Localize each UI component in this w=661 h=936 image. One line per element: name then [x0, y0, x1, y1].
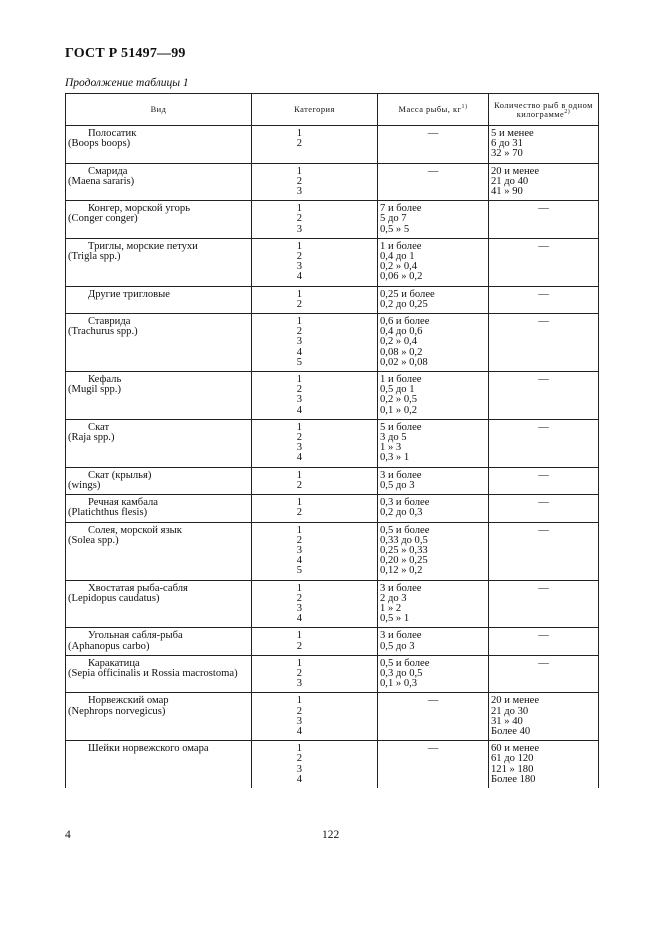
species-name-ru: Скат [88, 421, 110, 433]
count-value: Более 180 [491, 773, 536, 785]
empty-dash: — [538, 374, 549, 386]
mass-value: 0,12 » 0,2 [380, 565, 423, 577]
category-value: 3 [296, 394, 302, 406]
mass-value: 0,1 » 0,3 [380, 678, 418, 690]
mass-value: 5 и более [380, 421, 422, 433]
table-continuation-caption: Продолжение таблицы 1 [65, 77, 189, 89]
mass-cell [378, 163, 489, 201]
table-row [66, 419, 599, 467]
empty-dash: — [538, 582, 549, 594]
category-value: 5 [296, 565, 302, 577]
mass-value: 0,4 до 0,6 [380, 326, 423, 338]
category-value: 1 [296, 165, 302, 177]
page-number-center: 122 [322, 829, 340, 841]
mass-value: 0,1 » 0,2 [380, 404, 418, 416]
category-cell [252, 467, 378, 494]
category-value: 3 [296, 763, 302, 775]
mass-cell [378, 741, 489, 789]
mass-footnote-mark: 1) [461, 104, 468, 111]
mass-value: 0,4 до 1 [380, 251, 415, 263]
table-row [66, 286, 599, 313]
column-header-type: Вид [66, 94, 252, 126]
empty-dash: — [427, 128, 439, 139]
category-value: 4 [296, 773, 302, 785]
category-cell [252, 238, 378, 286]
empty-dash: — [538, 657, 549, 669]
category-value: 4 [296, 555, 302, 567]
mass-value: 0,2 » 0,4 [380, 261, 418, 273]
mass-cell [378, 522, 489, 580]
species-name-cell [66, 522, 252, 580]
mass-cell [378, 580, 489, 628]
mass-cell [378, 286, 489, 313]
mass-value: 0,5 до 3 [380, 479, 415, 491]
category-value: 1 [296, 582, 302, 594]
category-cell [252, 201, 378, 239]
category-value: 2 [296, 507, 302, 519]
category-value: 2 [296, 479, 302, 491]
category-value: 3 [296, 678, 302, 690]
mass-value: 1 и более [380, 240, 422, 252]
table-body [66, 126, 599, 789]
mass-value: 1 и более [380, 374, 422, 386]
species-name-ru: Ставрида [88, 316, 131, 328]
species-name-ru: Триглы, морские петухи [88, 240, 198, 252]
table-row [66, 580, 599, 628]
category-value: 3 [296, 336, 302, 348]
category-cell [252, 522, 378, 580]
species-name-cell [66, 238, 252, 286]
category-value: 1 [296, 128, 302, 139]
count-cell [489, 655, 599, 693]
species-name-latin: (Conger conger) [68, 213, 138, 225]
count-value: 61 до 120 [491, 753, 534, 765]
count-value: 31 » 40 [491, 715, 523, 727]
empty-dash: — [538, 288, 549, 300]
species-name-ru: Каракатица [88, 657, 140, 669]
mass-value: 2 до 3 [380, 592, 407, 604]
species-name-latin: (Lepidopus caudatus) [68, 592, 160, 604]
mass-value: 0,6 и более [380, 316, 430, 328]
count-cell [489, 163, 599, 201]
count-value: 32 » 70 [491, 148, 523, 160]
species-name-ru: Солея, морской язык [88, 524, 182, 536]
category-cell [252, 580, 378, 628]
count-cell [489, 741, 599, 789]
mass-value: 0,5 и более [380, 657, 430, 669]
column-header-count: Количество рыб в одном килограмме$^{2)}$ [489, 94, 599, 126]
mass-cell [378, 238, 489, 286]
category-value: 1 [296, 421, 302, 433]
count-cell [489, 495, 599, 522]
count-value: Более 40 [491, 725, 531, 737]
species-name-latin: (Aphanopus carbo) [68, 640, 150, 652]
category-cell [252, 372, 378, 420]
category-value: 1 [296, 374, 302, 386]
mass-value: 0,2 » 0,5 [380, 394, 418, 406]
count-cell [489, 419, 599, 467]
category-value: 2 [296, 592, 302, 604]
species-name-latin: (Mugil spp.) [68, 384, 121, 396]
empty-dash: — [427, 743, 439, 755]
category-value: 1 [296, 497, 302, 509]
mass-cell [378, 314, 489, 372]
category-cell [252, 126, 378, 164]
category-value: 4 [296, 452, 302, 464]
table-row [66, 467, 599, 494]
count-value: 20 и менее [491, 165, 540, 177]
species-name-latin: (Nephrops norvegicus) [68, 705, 166, 717]
category-cell [252, 655, 378, 693]
species-name-cell [66, 314, 252, 372]
mass-cell [378, 126, 489, 164]
empty-dash: — [538, 469, 549, 481]
category-value: 2 [296, 138, 302, 150]
species-name-ru: Полосатик [88, 128, 137, 139]
category-value: 1 [296, 695, 302, 707]
page-number-left: 4 [65, 829, 71, 841]
count-cell [489, 314, 599, 372]
mass-value: 0,5 » 1 [380, 613, 410, 625]
mass-value: 0,08 » 0,2 [380, 346, 423, 358]
count-cell [489, 522, 599, 580]
category-cell [252, 693, 378, 741]
mass-value: 0,20 » 0,25 [380, 555, 428, 567]
species-name-ru: Речная камбала [88, 497, 158, 509]
category-value: 1 [296, 240, 302, 252]
count-cell [489, 238, 599, 286]
species-name-ru: Скат (крылья) [88, 469, 152, 481]
mass-value: 0,2 » 0,4 [380, 336, 418, 348]
category-value: 2 [296, 213, 302, 225]
species-name-latin: (Sepia officinalis и Rossia macrostoma) [68, 667, 238, 679]
empty-dash: — [538, 203, 549, 215]
count-footnote-mark: 2) [564, 108, 571, 115]
empty-dash: — [538, 630, 549, 642]
species-name-cell [66, 286, 252, 313]
species-name-ru: Смарида [88, 165, 128, 177]
category-value: 4 [296, 725, 302, 737]
empty-dash: — [538, 240, 549, 252]
category-value: 4 [296, 404, 302, 416]
count-value: 60 и менее [491, 743, 540, 755]
table-header-row [66, 94, 599, 126]
mass-value: 3 и более [380, 582, 422, 594]
count-value: 6 до 31 [491, 138, 523, 150]
category-value: 2 [296, 432, 302, 444]
table-row [66, 238, 599, 286]
mass-value: 0,3 до 0,5 [380, 667, 423, 679]
category-value: 2 [296, 640, 302, 652]
category-value: 2 [296, 705, 302, 717]
count-cell [489, 286, 599, 313]
category-value: 3 [296, 261, 302, 273]
category-value: 2 [296, 384, 302, 396]
mass-value: 0,3 » 1 [380, 452, 410, 464]
category-value: 1 [296, 469, 302, 481]
category-value: 2 [296, 251, 302, 263]
species-name-latin: (Platichthus flesis) [68, 507, 148, 519]
species-name-latin: (Trigla spp.) [68, 251, 121, 263]
mass-value: 0,02 » 0,08 [380, 356, 428, 368]
mass-value: 1 » 3 [380, 442, 402, 454]
species-name-cell [66, 163, 252, 201]
category-value: 3 [296, 544, 302, 556]
count-value: 5 и менее [491, 128, 534, 139]
category-value: 4 [296, 346, 302, 358]
species-name-cell [66, 126, 252, 164]
category-value: 3 [296, 223, 302, 235]
count-cell [489, 126, 599, 164]
table-row [66, 628, 599, 655]
category-value: 1 [296, 203, 302, 215]
category-value: 4 [296, 613, 302, 625]
mass-value: 1 » 2 [380, 602, 402, 614]
mass-cell [378, 693, 489, 741]
empty-dash: — [538, 524, 549, 536]
mass-value: 0,5 до 3 [380, 640, 415, 652]
mass-value: 0,25 » 0,33 [380, 544, 428, 556]
species-name-cell [66, 628, 252, 655]
table-row [66, 201, 599, 239]
species-name-ru: Шейки норвежского омара [88, 743, 209, 755]
mass-cell [378, 372, 489, 420]
category-value: 2 [296, 534, 302, 546]
table-row [66, 655, 599, 693]
mass-cell [378, 655, 489, 693]
category-value: 1 [296, 630, 302, 642]
category-value: 1 [296, 743, 302, 755]
category-value: 2 [296, 298, 302, 310]
count-cell [489, 628, 599, 655]
category-value: 5 [296, 356, 302, 368]
empty-dash: — [427, 695, 439, 707]
species-name-ru: Норвежский омар [88, 695, 169, 707]
mass-value: 3 и более [380, 630, 422, 642]
empty-dash: — [538, 316, 549, 328]
mass-value: 0,25 и более [380, 288, 435, 300]
mass-cell [378, 419, 489, 467]
table-row [66, 741, 599, 789]
mass-cell [378, 628, 489, 655]
empty-dash: — [427, 165, 439, 177]
species-name-latin: (Boops boops) [68, 138, 131, 150]
mass-cell [378, 495, 489, 522]
table-row [66, 126, 599, 164]
mass-cell [378, 467, 489, 494]
mass-cell [378, 201, 489, 239]
category-value: 1 [296, 288, 302, 300]
species-name-cell [66, 580, 252, 628]
fish-category-table [65, 93, 599, 788]
mass-value: 5 до 7 [380, 213, 407, 225]
category-value: 2 [296, 667, 302, 679]
document-code: ГОСТ Р 51497—99 [65, 46, 186, 61]
mass-value: 0,5 до 1 [380, 384, 415, 396]
count-value: 121 » 180 [491, 763, 534, 775]
category-cell [252, 741, 378, 789]
mass-value: 3 до 5 [380, 432, 407, 444]
count-cell [489, 693, 599, 741]
species-name-cell [66, 467, 252, 494]
species-name-ru: Конгер, морской угорь [88, 203, 191, 215]
category-value: 2 [296, 326, 302, 338]
species-name-cell [66, 201, 252, 239]
species-name-latin: (Maena sararis) [68, 175, 135, 187]
count-value: 20 и менее [491, 695, 540, 707]
empty-dash: — [538, 497, 549, 509]
category-value: 1 [296, 524, 302, 536]
mass-value: 0,06 » 0,2 [380, 271, 423, 283]
mass-value: 0,33 до 0,5 [380, 534, 428, 546]
category-value: 2 [296, 175, 302, 187]
column-header-category: Категория [252, 94, 378, 126]
table-row [66, 522, 599, 580]
table-row [66, 495, 599, 522]
mass-value: 3 и более [380, 469, 422, 481]
species-name-ru: Хвостатая рыба-сабля [88, 582, 188, 594]
column-header-mass: Масса рыбы, $кг^{1)}$ [378, 94, 489, 126]
species-name-cell [66, 693, 252, 741]
species-name-latin: (Trachurus spp.) [68, 326, 138, 338]
category-value: 3 [296, 442, 302, 454]
category-value: 1 [296, 316, 302, 328]
mass-value: 0,5 » 5 [380, 223, 410, 235]
count-cell [489, 580, 599, 628]
count-cell [489, 201, 599, 239]
category-value: 4 [296, 271, 302, 283]
species-name-cell [66, 495, 252, 522]
count-cell [489, 372, 599, 420]
species-name-cell [66, 655, 252, 693]
table-row [66, 163, 599, 201]
species-name-ru: Кефаль [88, 374, 122, 386]
table-row [66, 314, 599, 372]
category-cell [252, 628, 378, 655]
category-cell [252, 495, 378, 522]
count-value: 21 до 40 [491, 175, 529, 187]
species-name-latin: (Solea spp.) [68, 534, 119, 546]
table-row [66, 372, 599, 420]
mass-value: 7 и более [380, 203, 422, 215]
species-name-cell [66, 741, 252, 789]
species-name-ru: Угольная сабля-рыба [88, 630, 183, 642]
category-cell [252, 286, 378, 313]
category-cell [252, 314, 378, 372]
count-value: 21 до 30 [491, 705, 529, 717]
species-name-cell [66, 419, 252, 467]
empty-dash: — [538, 421, 549, 433]
table-row [66, 693, 599, 741]
category-value: 3 [296, 715, 302, 727]
species-name-cell [66, 372, 252, 420]
category-value: 1 [296, 657, 302, 669]
mass-value: 0,3 и более [380, 497, 430, 509]
category-value: 3 [296, 186, 302, 198]
category-cell [252, 163, 378, 201]
category-value: 3 [296, 602, 302, 614]
species-name-latin: (Raja spp.) [68, 432, 115, 444]
species-name-latin: (wings) [68, 479, 101, 491]
mass-value: 0,5 и более [380, 524, 430, 536]
mass-value: 0,2 до 0,3 [380, 507, 423, 519]
species-name-ru: Другие тригловые [88, 288, 170, 300]
count-value: 41 » 90 [491, 186, 523, 198]
category-cell [252, 419, 378, 467]
count-cell [489, 467, 599, 494]
mass-value: 0,2 до 0,25 [380, 298, 428, 310]
category-value: 2 [296, 753, 302, 765]
